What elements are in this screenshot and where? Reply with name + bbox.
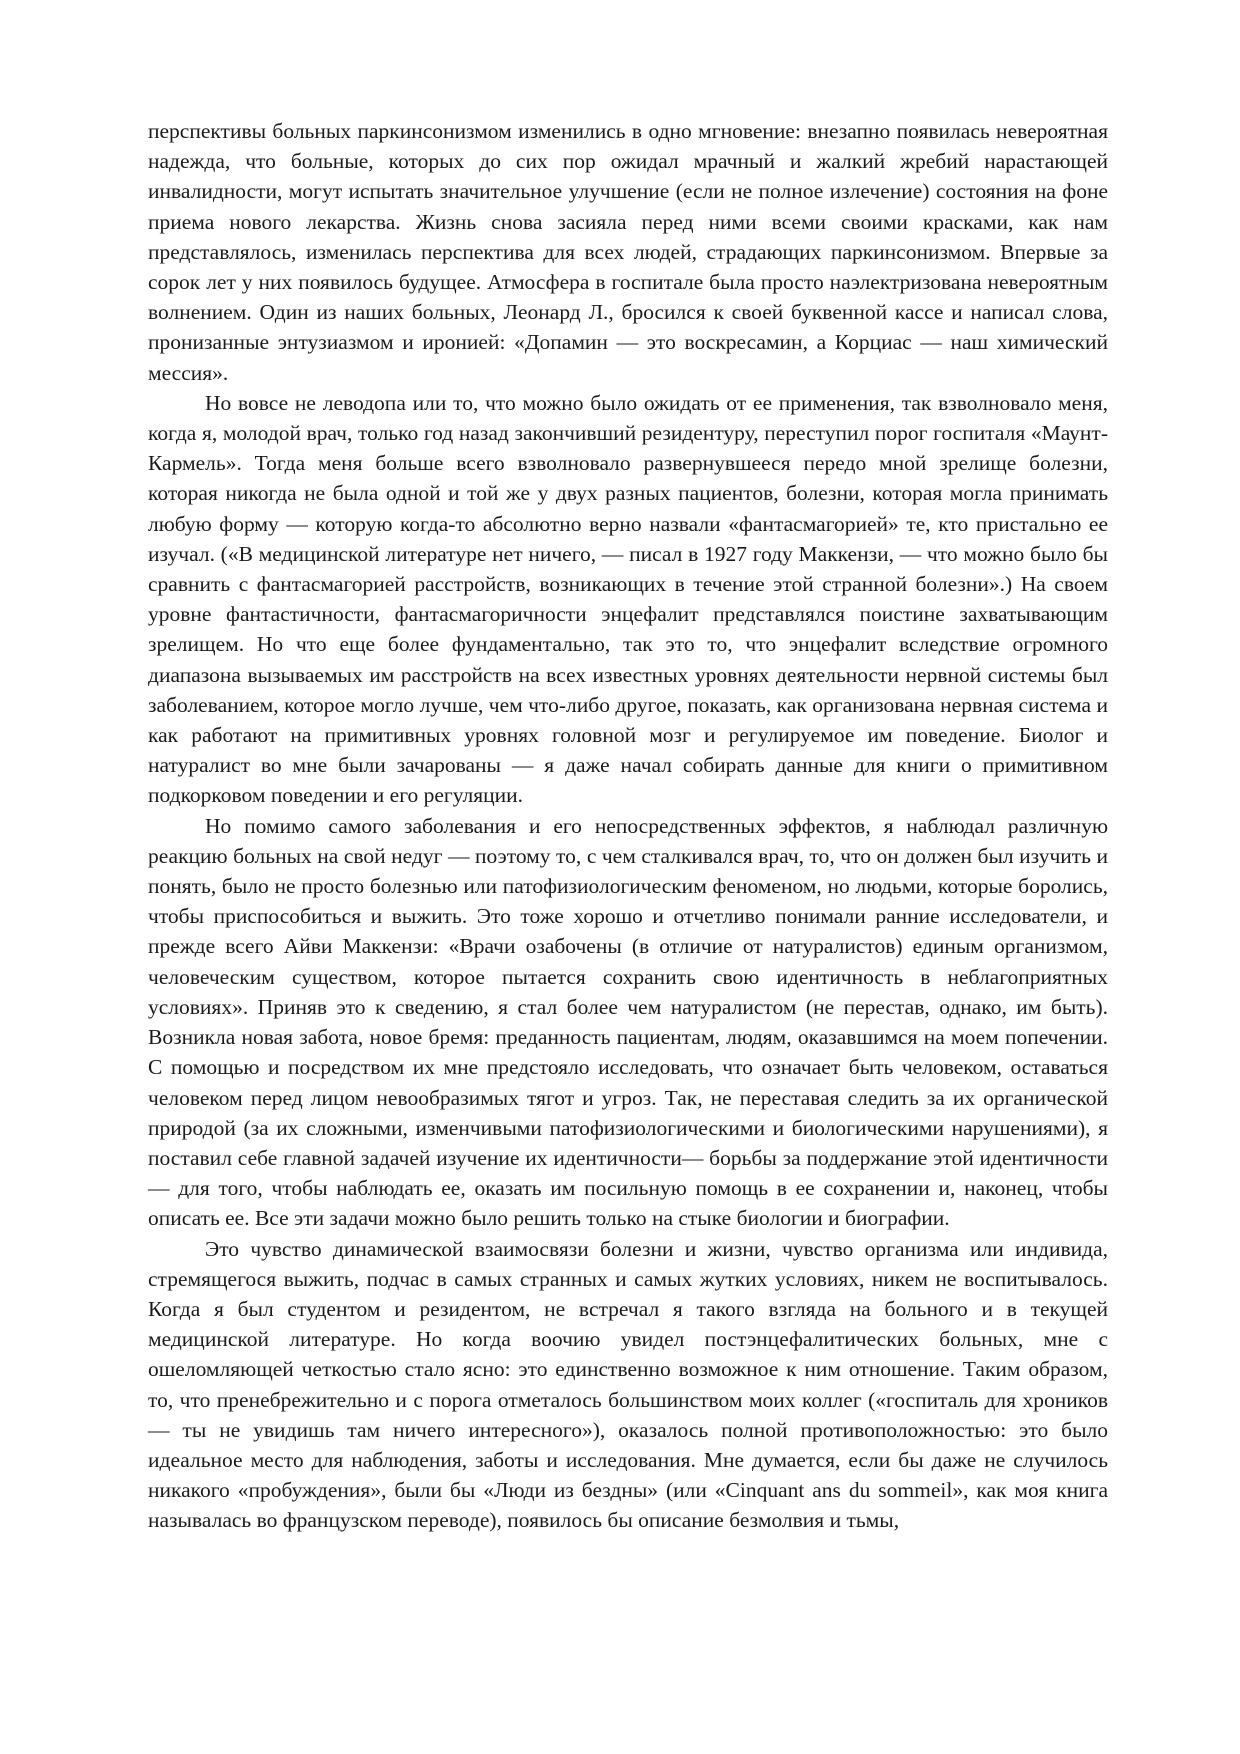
paragraph-4: Это чувство динамической взаимосвязи болезни и жизни, чувство организма или индивида, стремящегося выжить, подчас в самых странных и самых жутких условиях, никем не воспитывалось. Когда я был студентом и резидентом, не встречал я такого взгляда на больного и в текущей медицинской литературе. Но когда воочию увидел постэнцефалитических больных, мне с ошеломляющей четкостью стало ясно: это единственно возможное к ним отношение. Таким образом, то, что пренебрежительно и с порога отметалось большинством моих коллег («госпиталь для хроников — ты не увидишь там ничего интересного»), оказалось полной противоположностью: это было идеальное место для наблюдения, заботы и исследования. Мне думается, если бы даже не случилось никакого «пробуждения», были бы «Люди из бездны» (или «Cinquant ans du sommeil», как моя книга называлась во французском переводе), появилось бы описание безмолвия и тьмы, <box>148 1236 1108 1533</box>
text-body <box>148 116 1108 1536</box>
paragraph-1: перспективы больных паркинсонизмом изменились в одно мгновение: внезапно появилась невероятная надежда, что больные, которых до сих пор ожидал мрачный и жалкий жребий нарастающей инвалидности, могут испытать значительное улучшение (если не полное излечение) состояния на фоне приема нового лекарства. Жизнь снова засияла перед ними всеми своими красками, как нам представлялось, изменилась перспектива для всех людей, страдающих паркинсонизмом. Впервые за сорок лет у них появилось будущее. Атмосфера в госпитале была просто наэлектризована невероятным волнением. Один из наших больных, Леонард Л., бросился к своей буквенной кассе и написал слова, пронизанные энтузиазмом и иронией: «Допамин — это воскресамин, а Корциас — наш химический мессия». <box>148 119 1108 385</box>
paragraph-3: Но помимо самого заболевания и его непосредственных эффектов, я наблюдал различную реакцию больных на свой недуг — поэтому то, с чем сталкивался врач, то, что он должен был изучить и понять, было не просто болезнью или патофизиологическим феноменом, но людьми, которые боролись, чтобы приспособиться и выжить. Это тоже хорошо и отчетливо понимали ранние исследователи, и прежде всего Айви Маккензи: «Врачи озабочены (в отличие от натуралистов) единым организмом, человеческим существом, которое пытается сохранить свою идентичность в неблагоприятных условиях». Приняв это к сведению, я стал более чем натуралистом (не перестав, однако, им быть). Возникла новая забота, новое бремя: преданность пациентам, людям, оказавшимся на моем попечении. С помощью и посредством их мне предстояло исследовать, что означает быть человеком, оставаться человеком перед лицом невообразимых тягот и угроз. Так, не переставая следить за их органической природой (за их сложными, изменчивыми патофизиологическими и биологическими нарушениями), я поставил себе главной задачей изучение их идентичности— борьбы за поддержание этой идентичности — для того, чтобы наблюдать ее, оказать им посильную помощь в ее сохранении и, наконец, чтобы описать ее. Все эти задачи можно было решить только на стыке биологии и биографии. <box>148 813 1108 1231</box>
paragraph-2: Но вовсе не леводопа или то, что можно было ожидать от ее применения, так взволновало меня, когда я, молодой врач, только год назад закончивший резидентуру, переступил порог госпиталя «Маунт-Кармель». Тогда меня больше всего взволновало развернувшееся передо мной зрелище болезни, которая никогда не была одной и той же у двух разных пациентов, болезни, которая могла принимать любую форму — которую когда-то абсолютно верно назвали «фантасмагорией» те, кто пристально ее изучал. («В медицинской литературе нет ничего, — писал в 1927 году Маккензи, — что можно было бы сравнить с фантасмагорией расстройств, возникающих в течение этой странной болезни».) На своем уровне фантастичности, фантасмагоричности энцефалит представлялся поистине захватывающим зрелищем. Но что еще более фундаментально, так это то, что энцефалит вследствие огромного диапазона вызываемых им расстройств на всех известных уровнях деятельности нервной системы был заболеванием, которое могло лучше, чем что-либо другое, показать, как организована нервная система и как работают на примитивных уровнях головной мозг и регулируемое им поведение. Биолог и натуралист во мне были зачарованы — я даже начал собирать данные для книги о примитивном подкорковом поведении и его регуляции. <box>148 390 1108 808</box>
